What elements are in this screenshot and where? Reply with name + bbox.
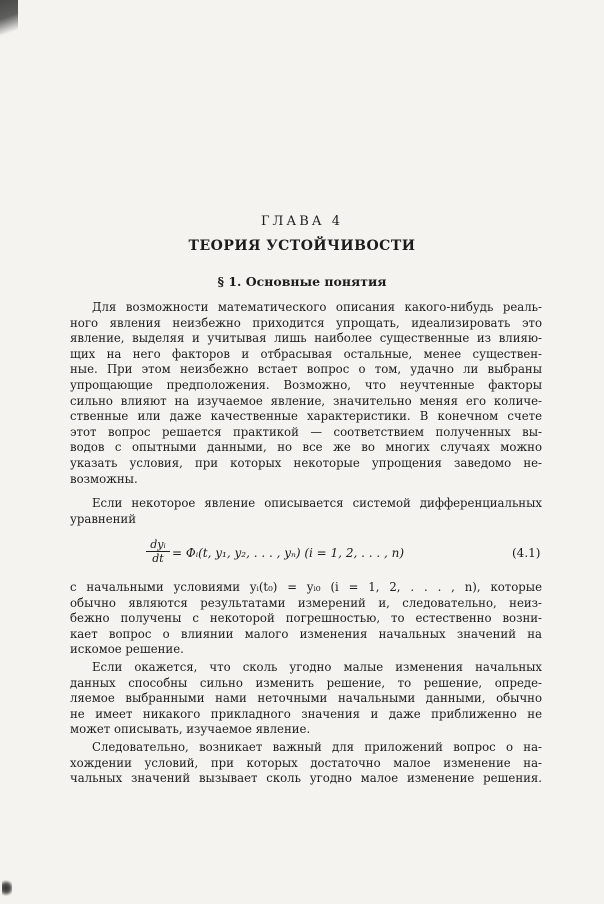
- text-line: не имеет никакого прикладного значения и даже приближенно не: [70, 706, 542, 721]
- text-line: ляемое выбранными нами неточными начальными данными, обычно: [70, 691, 542, 706]
- text-line: ные. При этом неизбежно встает вопрос о том, удачно ли выбраны: [70, 362, 542, 377]
- text-line: данных способны сильно изменить решение, то решение, опреде-: [70, 675, 542, 690]
- text-line: ного явления неизбежно приходится упрощать, идеализировать это: [70, 315, 542, 330]
- paragraph-5: [70, 740, 542, 787]
- text-line: водов с опытными данными, но все же во многих случаях можно: [70, 440, 542, 455]
- text-line: возможны.: [70, 471, 138, 486]
- text-line: с начальными условиями yᵢ(t₀) = yᵢ₀ (i = 1, 2, . . . , n), которые: [70, 580, 542, 594]
- derivative-fraction: [146, 538, 170, 565]
- scan-edge-mark-bottom: [2, 878, 12, 898]
- text-line: Если окажется, что сколь угодно малые изменения начальных: [92, 660, 542, 674]
- text-line: уравнений: [70, 511, 136, 526]
- text-line: сильно влияют на изучаемое явление, значительно меняя его количе-: [70, 393, 542, 408]
- text-line: Следовательно, возникает важный для приложений вопрос о на-: [92, 740, 542, 754]
- equation-4-1: [0, 536, 604, 572]
- text-line: Для возможности математического описания какого-нибудь реаль-: [92, 300, 542, 314]
- text-line: кает вопрос о влиянии малого изменения начальных значений на: [70, 626, 542, 641]
- text-line: может описывать, изучаемое явление.: [70, 722, 311, 737]
- section-heading: § 1. Основные понятия: [217, 274, 387, 289]
- equation-number: (4.1): [512, 546, 541, 560]
- text-line: явление, выделяя и учитывая лишь наиболее существенные из влияю-: [70, 331, 542, 346]
- chapter-title: ТЕОРИЯ УСТОЙЧИВОСТИ: [188, 238, 416, 254]
- paragraph-4: [70, 660, 542, 738]
- text-line: ственные или даже качественные характеристики. В конечном счете: [70, 409, 542, 424]
- text-line: этот вопрос решается практикой — соответствием полученных вы-: [70, 424, 542, 439]
- text-line: Если некоторое явление описывается системой дифференциальных: [92, 496, 542, 510]
- scan-edge-mark: [0, 0, 18, 42]
- fraction-denominator: dt: [152, 552, 164, 565]
- chapter-heading: ГЛАВА 4: [260, 214, 344, 229]
- paragraph-3: [70, 580, 542, 658]
- text-line: хождении условий, при которых достаточно малое изменение на-: [70, 755, 542, 770]
- equation-right-side: = Φᵢ(t, y₁, y₂, . . . , yₙ) (i = 1, 2, . . . , n): [172, 546, 405, 560]
- text-line: искомое решение.: [70, 642, 184, 657]
- fraction-numerator: dyᵢ: [146, 538, 170, 552]
- text-line: щих на него факторов и отбрасывая остальные, менее существен-: [70, 346, 542, 361]
- text-line: указать условия, при которых некоторые упрощения заведомо не-: [70, 455, 542, 470]
- text-line: чальных значений вызывает сколь угодно малое изменение решения.: [70, 771, 542, 786]
- text-line: упрощающие предположения. Возможно, что неучтенные факторы: [70, 377, 542, 392]
- text-line: бежно получены с некоторой погрешностью, то естественно возни-: [70, 611, 542, 626]
- paragraph-1: [70, 300, 542, 487]
- paragraph-2: [70, 496, 542, 527]
- text-line: обычно являются результатами измерений и, следовательно, неиз-: [70, 595, 542, 610]
